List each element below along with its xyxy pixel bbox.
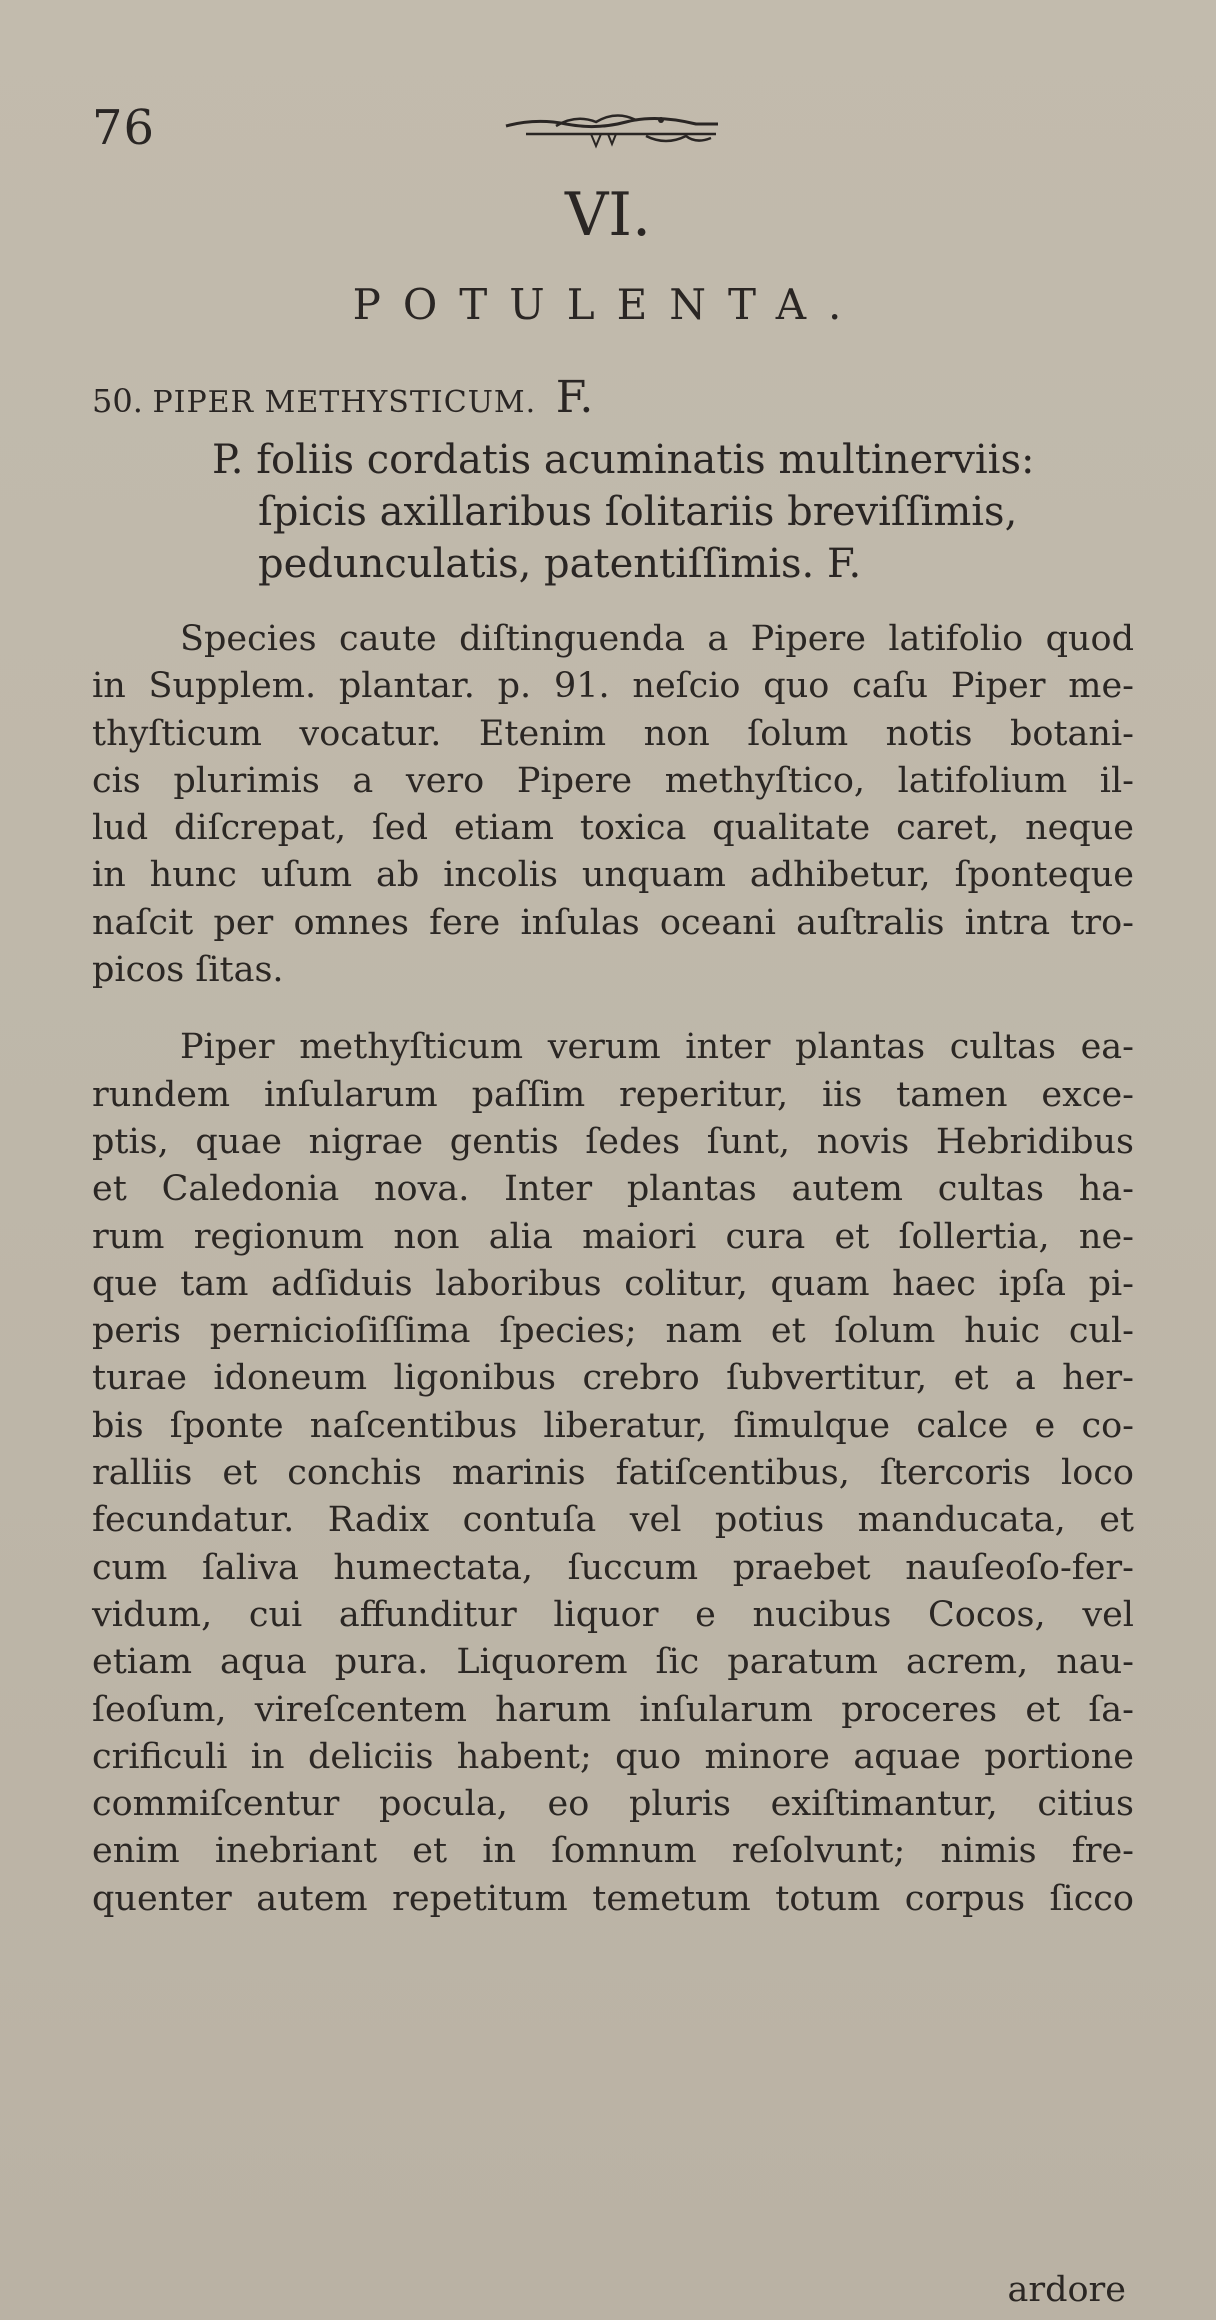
section-number: VI.	[564, 180, 652, 250]
text-line: commiſcentur pocula, eo pluris exiſtimantur, citius	[92, 1784, 1134, 1825]
text-line: naſcit per omnes fere inſulas oceani auſtralis intra tro-	[92, 902, 1134, 943]
diagnosis-line: ſpicis axillaribus ſolitariis breviſſimis,	[258, 489, 1018, 535]
text-line: bis ſponte naſcentibus liberatur, ſimulque calce e co-	[92, 1405, 1134, 1446]
text-line: thyſticum vocatur. Etenim non ſolum notis botani-	[92, 713, 1134, 754]
text-line: que tam adſiduis laboribus colitur, quam haec ipſa pi-	[92, 1263, 1134, 1304]
entry-name: PIPER METHYSTICUM.	[152, 385, 537, 420]
text-line: fecundatur. Radix contuſa vel potius manducata, et	[92, 1500, 1134, 1541]
entry-author: F.	[555, 372, 594, 423]
text-line: quenter autem repetitum temetum totum corpus ſicco	[92, 1878, 1134, 1919]
catchword: ardore	[1007, 2270, 1126, 2310]
text-line: Piper methyſticum verum inter plantas cultas ea-	[180, 1027, 1134, 1068]
text-line: lud diſcrepat, ſed etiam toxica qualitate caret, neque	[92, 808, 1134, 849]
diagnosis-line: P. foliis cordatis acuminatis multinerviis:	[212, 437, 1035, 483]
text-line: ralliis et conchis marinis fatiſcentibus, ſtercoris loco	[92, 1453, 1134, 1494]
paragraph-gap	[92, 994, 1134, 1024]
text-line: rundem inſularum paſſim reperitur, iis tamen exce-	[92, 1074, 1134, 1115]
section-title: POTULENTA.	[352, 280, 864, 329]
text-line: etiam aqua pura. Liquorem ſic paratum acrem, nau-	[92, 1642, 1134, 1683]
entry-heading	[92, 372, 593, 423]
text-line: ſeoſum, vireſcentem harum inſularum proceres et ſa-	[92, 1689, 1134, 1730]
text-line: ptis, quae nigrae gentis ſedes ſunt, novis Hebridibus	[92, 1121, 1134, 1162]
text-line: enim inebriant et in ſomnum reſolvunt; nimis fre-	[92, 1831, 1134, 1872]
ornament-icon	[496, 96, 726, 156]
text-line: vidum, cui affunditur liquor e nucibus Cocos, vel	[92, 1594, 1134, 1635]
text-line: in Supplem. plantar. p. 91. neſcio quo caſu Piper me-	[92, 666, 1134, 707]
diagnosis-line: pedunculatis, patentiſſimis. F.	[258, 541, 862, 587]
text-line: crificuli in deliciis habent; quo minore aquae portione	[92, 1736, 1134, 1777]
text-line: picos ſitas.	[92, 950, 284, 991]
entry-number: 50.	[92, 382, 143, 420]
text-line: peris pernicioſiſſima ſpecies; nam et ſolum huic cul-	[92, 1311, 1134, 1352]
text-line: et Caledonia nova. Inter plantas autem cultas ha-	[92, 1169, 1134, 1210]
text-line: rum regionum non alia maiori cura et ſollertia, ne-	[92, 1216, 1134, 1257]
diagnosis	[212, 434, 1132, 590]
text-line: Species caute diſtinguenda a Pipere latifolio quod	[180, 619, 1134, 659]
body-text	[92, 616, 1134, 1923]
text-line: cum ſaliva humectata, ſuccum praebet nauſeoſo-fer-	[92, 1547, 1134, 1588]
page-number: 76	[92, 100, 156, 156]
text-line: turae idoneum ligonibus crebro ſubvertitur, et a her-	[92, 1358, 1134, 1399]
text-line: in hunc uſum ab incolis unquam adhibetur, ſponteque	[92, 855, 1134, 896]
text-line: cis plurimis a vero Pipere methyſtico, latifolium il-	[92, 760, 1134, 801]
